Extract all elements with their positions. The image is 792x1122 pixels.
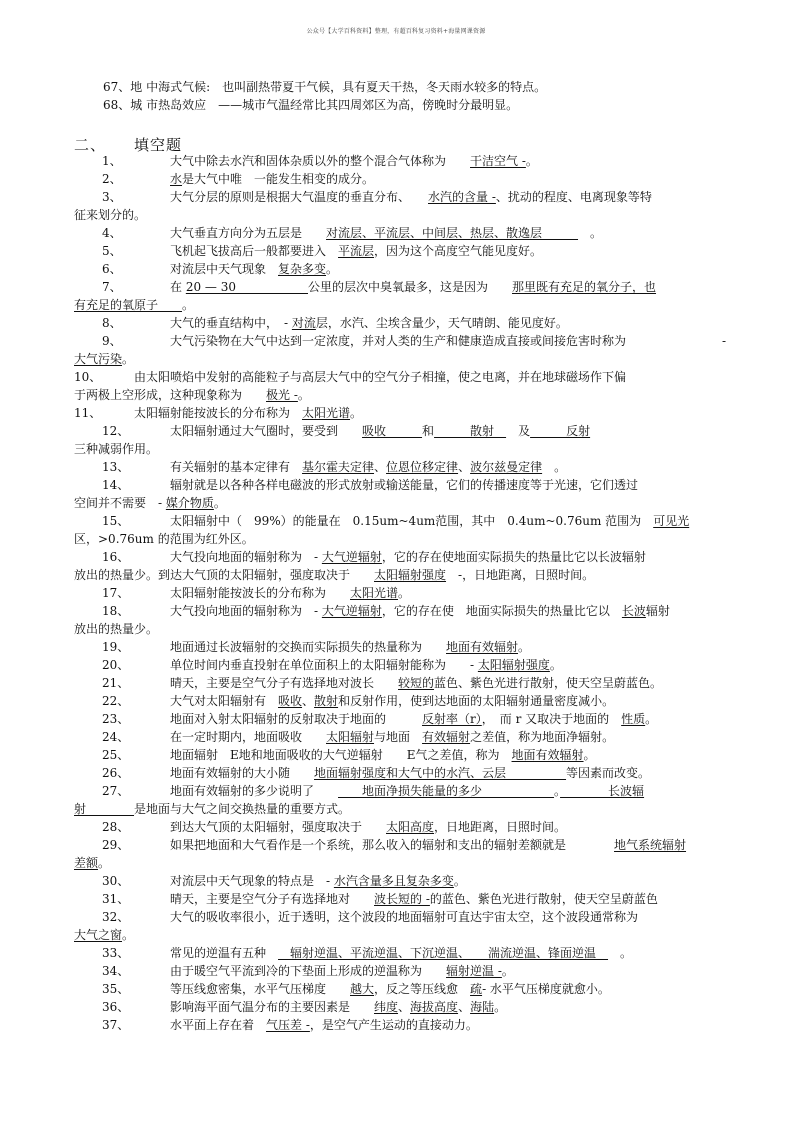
question-item xyxy=(74,872,724,890)
question-number: 35、 xyxy=(102,982,130,996)
question-number: 12、 xyxy=(102,424,130,438)
question-number: 16、 xyxy=(102,550,130,564)
answer-blank: 射 xyxy=(74,802,135,816)
question-text: 大气垂直方向分为五层是 xyxy=(170,226,327,240)
question-text: 、 xyxy=(374,460,387,474)
answer-blank: 海拔高度 xyxy=(410,1000,459,1014)
question-item xyxy=(74,908,724,926)
question-text: 。 xyxy=(350,406,363,420)
question-text: 有关辐射的基本定律有 xyxy=(170,460,303,474)
question-continuation xyxy=(74,800,724,818)
question-item xyxy=(74,602,724,620)
question-item xyxy=(74,1016,724,1034)
question-number: 36、 xyxy=(102,1000,130,1014)
question-item xyxy=(74,476,724,494)
question-text: 太阳辐射通过大气圈时，要受到 xyxy=(170,424,363,438)
question-text: 地面辐射 E地和地面吸收的大气逆辐射 E气之差值，称为 xyxy=(170,748,512,762)
question-number: 34、 xyxy=(102,964,130,978)
answer-blank: 太阳辐射强度 xyxy=(477,658,550,672)
question-text: 对流层中天气现象的特点是 - xyxy=(170,874,334,888)
question-text: 辐射就是以各种各样电磁波的形式放射或输送能量，它们的传播速度等于光速，它们透过 xyxy=(170,478,639,492)
question-number: 32、 xyxy=(102,910,130,924)
question-continuation xyxy=(74,296,724,314)
question-text: ，反之等压线愈 xyxy=(374,982,471,996)
question-item xyxy=(74,224,724,242)
question-text: 晴天，主要是空气分子有选择地对 xyxy=(170,892,375,906)
question-text: 大气对太阳辐射有 xyxy=(170,694,279,708)
question-text: 在 xyxy=(170,280,186,294)
answer-blank: 差额 xyxy=(74,856,99,870)
question-text: 之差值，称为地面净辐射。 xyxy=(470,730,615,744)
question-number: 14、 xyxy=(102,478,130,492)
question-text: 。 xyxy=(98,856,111,870)
question-text: 征来划分的。 xyxy=(74,208,147,222)
answer-blank: 极光 - xyxy=(266,388,298,402)
question-item xyxy=(74,458,724,476)
question-item xyxy=(74,728,724,746)
answer-blank: 太阳辐射 xyxy=(326,730,375,744)
question-number: 2、 xyxy=(102,172,122,186)
question-text: 在一定时期内，地面吸收 xyxy=(170,730,327,744)
answer-blank: 有充足的氧原子 xyxy=(74,298,183,312)
question-text: 。 xyxy=(542,460,567,474)
question-text: 蓝色、紫色光进行散射，使天空呈蔚蓝色。 xyxy=(434,676,663,690)
answer-blank: 反射率（r） xyxy=(422,712,482,726)
answer-blank: 位恩位移定律 xyxy=(386,460,459,474)
question-number: 31、 xyxy=(102,892,130,906)
question-item xyxy=(74,242,724,260)
question-text: 空间并不需要 - xyxy=(74,496,166,510)
question-number: 25、 xyxy=(102,748,130,762)
answer-blank: 大气之窗 xyxy=(74,928,123,942)
question-number: 24、 xyxy=(102,730,130,744)
question-number: 11、 xyxy=(74,406,102,420)
answer-blank: 海陆 xyxy=(470,1000,495,1014)
question-item xyxy=(74,656,724,674)
answer-blank: 地面有效辐射 xyxy=(511,748,584,762)
question-number: 23、 xyxy=(102,712,130,726)
question-number: 15、 xyxy=(102,514,130,528)
answer-blank: 水 xyxy=(170,172,183,186)
question-item xyxy=(74,746,724,764)
question-number: 7、 xyxy=(102,280,122,294)
question-text: 大气分层的原则是根据大气温度的垂直分布、 xyxy=(170,190,429,204)
question-text: 常见的逆温有五种 xyxy=(170,946,279,960)
question-number: 20、 xyxy=(102,658,130,672)
question-item xyxy=(74,674,724,692)
question-text: 大气中除去水汽和固体杂质以外的整个混合气体称为 xyxy=(170,154,471,168)
question-text: 地面对入射太阳辐射的反射取决于地面的 xyxy=(170,712,423,726)
question-text: 的蓝色、紫色光进行散射，使天空呈蔚蓝色 xyxy=(429,892,658,906)
question-number: 1、 xyxy=(102,154,122,168)
question-continuation xyxy=(74,440,724,458)
answer-blank: 20 — 30 xyxy=(185,280,308,294)
intro-line-67: 67、地 中海式气候: 也叫副热带夏干气候，具有夏天干热，冬天雨水较多的特点。 xyxy=(103,80,547,94)
answer-blank: 地面净损失能量的多少 xyxy=(338,784,555,798)
question-text: - 水平气压梯度就愈小。 xyxy=(482,982,610,996)
question-text: ，它的存在使地面实际损失的热量比它以长波辐射 xyxy=(381,550,646,564)
answer-blank: 长波 xyxy=(621,604,646,618)
question-item xyxy=(74,998,724,1016)
question-text: 、 xyxy=(458,460,471,474)
answer-blank: 辐射逆温、平流逆温、下沉逆温、 湍流逆温、锋面逆温 xyxy=(278,946,609,960)
answer-blank: 大气逆辐射 xyxy=(321,604,382,618)
answer-blank: 疏 xyxy=(470,982,483,996)
question-text: 。 xyxy=(554,784,561,798)
question-text: 。 xyxy=(549,658,562,672)
question-text: 晴天，主要是空气分子有选择地对波长 xyxy=(170,676,399,690)
question-number: 19、 xyxy=(102,640,130,654)
answer-blank: 复杂多变 xyxy=(278,262,327,276)
answer-blank: 长波辐 xyxy=(560,784,645,798)
question-continuation xyxy=(74,386,724,404)
question-number: 8、 xyxy=(102,316,122,330)
answer-blank: 有效辐射 xyxy=(422,730,471,744)
question-number: 26、 xyxy=(102,766,130,780)
question-text: 。 xyxy=(326,262,339,276)
question-text: 。 xyxy=(583,748,596,762)
question-text: 太阳辐射中（ 99%）的能量在 0.15um~4um范围，其中 0.4um~0.76um 范围为 xyxy=(170,514,654,528)
answer-blank: 辐射逆温 - xyxy=(446,964,502,978)
fill-blank-list xyxy=(74,152,727,1034)
answer-blank: 平流层 xyxy=(338,244,375,258)
question-item xyxy=(74,836,724,854)
answer-blank: 大气污染 xyxy=(74,352,123,366)
question-text: 对流层中天气现象 xyxy=(170,262,279,276)
question-number: 18、 xyxy=(102,604,130,618)
question-item xyxy=(74,188,724,206)
question-continuation xyxy=(74,350,724,368)
question-text: 等因素而改变。 xyxy=(566,766,651,780)
question-text: 于两极上空形成，这种现象称为 xyxy=(74,388,267,402)
answer-blank: 对流 xyxy=(291,316,316,330)
question-text: 大气污染物在大气中达到一定浓度，并对人类的生产和健康造成直接或间接危害时称为 - xyxy=(170,334,727,348)
question-item xyxy=(74,152,724,170)
answer-blank: 反射 xyxy=(530,424,591,438)
question-text: 。 xyxy=(182,298,195,312)
question-text: 、 xyxy=(458,1000,471,1014)
question-item xyxy=(74,890,724,908)
question-text: 。 xyxy=(453,874,466,888)
question-item xyxy=(74,314,724,332)
question-item xyxy=(74,404,724,422)
answer-blank: 散射 xyxy=(434,424,507,438)
question-continuation xyxy=(74,206,724,224)
question-text: 。 xyxy=(122,928,135,942)
question-text: 及 xyxy=(506,424,531,438)
question-number: 10、 xyxy=(74,370,102,384)
question-item xyxy=(74,764,724,782)
answer-blank: 性质 xyxy=(621,712,646,726)
question-text: 飞机起飞拔高后一般都要进入 xyxy=(170,244,339,258)
question-number: 27、 xyxy=(102,784,130,798)
answer-blank: 太阳辐射强度 xyxy=(374,568,447,582)
answer-blank: 水汽含量多且复杂多变 xyxy=(333,874,454,888)
question-continuation xyxy=(74,530,724,548)
question-text: 大气投向地面的辐射称为 - xyxy=(170,604,322,618)
question-number: 9、 xyxy=(102,334,122,348)
question-continuation xyxy=(74,854,724,872)
answer-blank: 太阳光谱 xyxy=(350,586,399,600)
question-text: 。 xyxy=(608,946,633,960)
question-number: 4、 xyxy=(102,226,122,240)
question-text: 地面通过长波辐射的交换而实际损失的热量称为 xyxy=(170,640,447,654)
question-text: 、 xyxy=(302,694,315,708)
section-number: 二、 xyxy=(74,136,107,154)
question-text: 是大气中唯 一能发生相变的成分。 xyxy=(182,172,375,186)
question-number: 30、 xyxy=(102,874,130,888)
question-number: 21、 xyxy=(102,676,130,690)
answer-blank: 可见光 xyxy=(653,514,690,528)
question-text: -，日地距离，日照时间。 xyxy=(446,568,595,582)
question-text: 。 xyxy=(518,640,531,654)
question-text: 。 xyxy=(494,1000,507,1014)
answer-blank: 波长短的 - xyxy=(374,892,430,906)
question-text: 单位时间内垂直投射在单位面积上的太阳辐射能称为 - xyxy=(170,658,478,672)
page-header: 公众号【大学百科资料】整理，有超百科复习资料+海量网课资源 xyxy=(306,28,486,35)
question-text: 、扰动的程度、电离现象等特 xyxy=(495,190,652,204)
question-item xyxy=(74,548,724,566)
question-text: 如果把地面和大气看作是一个系统，那么收入的辐射和支出的辐射差额就是 xyxy=(170,838,615,852)
question-text: 大气的吸收率很小，近于透明，这个波段的地面辐射可直达宇宙太空，这个波段通常称为 xyxy=(170,910,639,924)
question-continuation xyxy=(74,620,724,638)
answer-blank: 吸收 xyxy=(362,424,423,438)
question-text: 公里的层次中臭氧最多，这是因为 xyxy=(308,280,513,294)
question-item xyxy=(74,818,724,836)
question-text: 放出的热量少。到达大气顶的太阳辐射，强度取决于 xyxy=(74,568,375,582)
question-item xyxy=(74,638,724,656)
question-item xyxy=(74,710,724,728)
answer-blank: 水汽的含量 - xyxy=(428,190,496,204)
question-text: ，因为这个高度空气能见度好。 xyxy=(374,244,543,258)
answer-blank: 媒介物质 xyxy=(165,496,214,510)
question-number: 33、 xyxy=(102,946,130,960)
answer-blank: 较短的 xyxy=(398,676,435,690)
question-item xyxy=(74,692,724,710)
intro-line-68: 68、城 市热岛效应 ——城市气温经常比其四周郊区为高，傍晚时分最明显。 xyxy=(103,98,519,112)
question-number: 37、 xyxy=(102,1018,130,1032)
section-title: 填空题 xyxy=(134,136,183,154)
question-number: 22、 xyxy=(102,694,130,708)
question-text: 三种减弱作用。 xyxy=(74,442,159,456)
question-text: 辐射 xyxy=(645,604,670,618)
question-item xyxy=(74,260,724,278)
question-continuation xyxy=(74,926,724,944)
question-item xyxy=(74,422,724,440)
answer-blank: 太阳高度 xyxy=(386,820,435,834)
answer-blank: 纬度 xyxy=(374,1000,399,1014)
question-text: ， 而 r 又取决于地面的 xyxy=(481,712,622,726)
question-text: 放出的热量少。 xyxy=(74,622,159,636)
question-text: 。 xyxy=(297,388,310,402)
question-continuation xyxy=(74,494,724,512)
answer-blank: 气压差 - xyxy=(266,1018,310,1032)
question-text: 大气的垂直结构中， - xyxy=(170,316,292,330)
question-item xyxy=(74,782,724,800)
question-text: 是地面与大气之间交换热量的重要方式。 xyxy=(134,802,351,816)
question-number: 28、 xyxy=(102,820,130,834)
question-text: ，日地距离，日照时间。 xyxy=(434,820,567,834)
question-text: 太阳辐射能按波长的分布称为 xyxy=(134,406,303,420)
question-text: 。 xyxy=(525,154,538,168)
question-text: 区，>0.76um 的范围为红外区。 xyxy=(74,532,254,546)
question-text: 影响海平面气温分布的主要因素是 xyxy=(170,1000,375,1014)
question-item xyxy=(74,368,724,386)
question-number: 3、 xyxy=(102,190,122,204)
question-number: 17、 xyxy=(102,586,130,600)
answer-blank: 太阳光谱 xyxy=(302,406,351,420)
question-text: ，它的存在使 地面实际损失的热量比它以 xyxy=(381,604,622,618)
question-text: 到达大气顶的太阳辐射，强度取决于 xyxy=(170,820,387,834)
question-continuation xyxy=(74,566,724,584)
answer-blank: 越大 xyxy=(350,982,375,996)
question-text: 。 xyxy=(213,496,226,510)
question-text: 、 xyxy=(398,1000,411,1014)
answer-blank: 散射 xyxy=(314,694,339,708)
question-text: 大气投向地面的辐射称为 - xyxy=(170,550,322,564)
question-text: 由太阳喷焰中发射的高能粒子与高层大气中的空气分子相撞，使之电离，并在地球磁场作下偏 xyxy=(134,370,627,384)
question-text: 等压线愈密集，水平气压梯度 xyxy=(170,982,351,996)
answer-blank: 干洁空气 - xyxy=(470,154,526,168)
question-number: 5、 xyxy=(102,244,122,258)
question-text: 。 xyxy=(122,352,135,366)
question-text: 太阳辐射能按波长的分布称为 xyxy=(170,586,351,600)
question-item xyxy=(74,278,724,296)
answer-blank: 地面有效辐射 xyxy=(446,640,519,654)
question-text: 水平面上存在着 xyxy=(170,1018,267,1032)
question-item xyxy=(74,962,724,980)
question-item xyxy=(74,980,724,998)
answer-blank: 地面辐射强度和大气中的水汽、云层 xyxy=(314,766,567,780)
answer-blank: 那里既有充足的氧分子，也 xyxy=(512,280,657,294)
question-item xyxy=(74,584,724,602)
question-text: 和反射作用，使到达地面的太阳辐射通量密度减小。 xyxy=(338,694,615,708)
question-text: 。 xyxy=(501,964,514,978)
question-text: 与地面 xyxy=(374,730,423,744)
question-text: ，是空气产生运动的直接动力。 xyxy=(309,1018,478,1032)
answer-blank: 对流层、平流层、中间层、热层、散逸层 xyxy=(326,226,579,240)
question-item xyxy=(74,944,724,962)
question-text: 由于暖空气平流到冷的下垫面上形成的逆温称为 xyxy=(170,964,447,978)
question-number: 13、 xyxy=(102,460,130,474)
question-item xyxy=(74,332,727,350)
answer-blank: 地气系统辐射 xyxy=(614,838,687,852)
answer-blank: 波尔兹曼定律 xyxy=(470,460,543,474)
question-item xyxy=(74,512,724,530)
answer-blank: 大气逆辐射 xyxy=(321,550,382,564)
question-item xyxy=(74,170,724,188)
question-text: 。 xyxy=(645,712,658,726)
question-text: 。 xyxy=(398,586,411,600)
question-text: 层，水汽、尘埃含量少，天气晴朗、能见度好。 xyxy=(315,316,568,330)
question-number: 29、 xyxy=(102,838,130,852)
question-text: 地面有效辐射的多少说明了 xyxy=(170,784,339,798)
question-text: 地面有效辐射的大小随 xyxy=(170,766,315,780)
answer-blank: 基尔霍夫定律 xyxy=(302,460,375,474)
answer-blank: 吸收 xyxy=(278,694,303,708)
question-text: 。 xyxy=(578,226,603,240)
question-number: 6、 xyxy=(102,262,122,276)
question-text: 和 xyxy=(422,424,435,438)
